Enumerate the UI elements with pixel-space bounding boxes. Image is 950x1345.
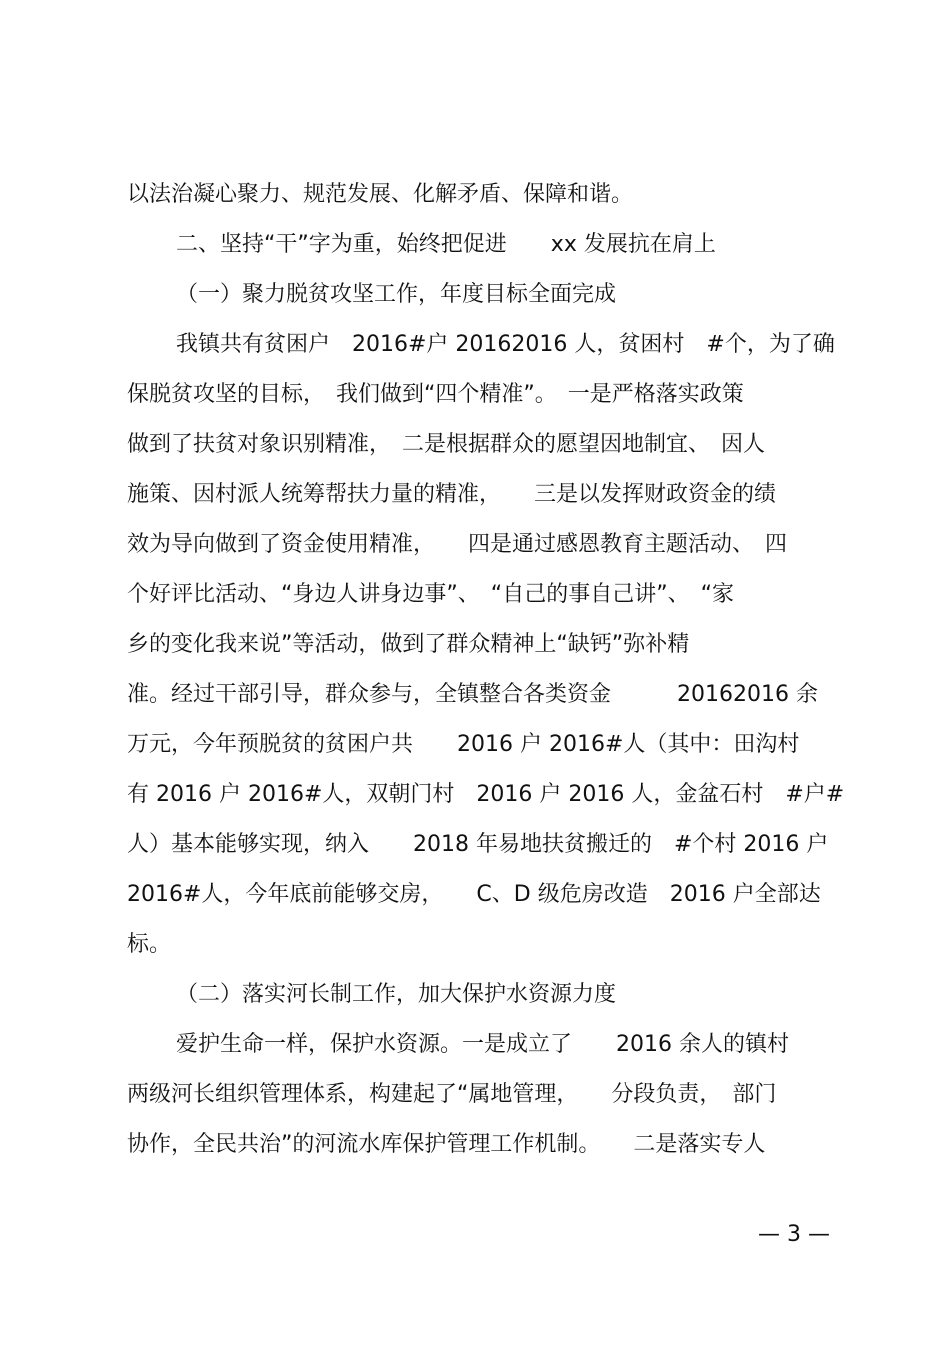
body-text-line: 2016#人，今年底前能够交房， C、D 级危房改造 2016 户全部达 [127, 882, 821, 907]
body-text-line: 两级河长组织管理体系，构建起了“属地管理， 分段负责， 部门 [127, 1082, 777, 1107]
body-text-line: 人）基本能够实现，纳入 2018 年易地扶贫搬迁的 #个村 2016 户 [127, 832, 829, 857]
body-text-line: 保脱贫攻坚的目标， 我们做到“四个精准”。 一是严格落实政策 [127, 382, 744, 407]
body-text-line: 施策、因村派人统筹帮扶力量的精准， 三是以发挥财政资金的绩 [127, 482, 777, 507]
body-text-line: 乡的变化我来说”等活动，做到了群众精神上“缺钙”弥补精 [127, 632, 690, 657]
body-text-line: 协作，全民共治”的河流水库保护管理工作机制。 二是落实专人 [127, 1132, 766, 1157]
body-text-line: 做到了扶贫对象识别精准， 二是根据群众的愿望因地制宜、 因人 [127, 432, 766, 457]
body-text-line: 标。 [127, 932, 172, 957]
body-text-line: 万元，今年预脱贫的贫困户共 2016 户 2016#人（其中：田沟村 [127, 732, 800, 757]
subsection-heading: （一）聚力脱贫攻坚工作，年度目标全面完成 [176, 282, 617, 307]
subsection-heading: （二）落实河长制工作，加大保护水资源力度 [176, 982, 617, 1007]
page-number: — 3 — [758, 1222, 830, 1247]
body-text-line: 有 2016 户 2016#人，双朝门村 2016 户 2016 人，金盆石村 #户# [127, 782, 845, 807]
body-text-line: 准。经过干部引导，群众参与，全镇整合各类资金 20162016 余 [127, 682, 818, 707]
body-text-line: 效为导向做到了资金使用精准， 四是通过感恩教育主题活动、 四 [127, 532, 788, 557]
section-heading: 二、坚持“干”字为重，始终把促进 xx 发展抗在肩上 [176, 232, 716, 257]
body-text-line: 以法治凝心聚力、规范发展、化解矛盾、保障和谐。 [127, 182, 634, 207]
body-text-line: 爱护生命一样，保护水资源。一是成立了 2016 余人的镇村 [176, 1032, 789, 1057]
body-text-line: 我镇共有贫困户 2016#户 20162016 人，贫困村 #个，为了确 [176, 332, 835, 357]
body-text-line: 个好评比活动、“身边人讲身边事”、 “自己的事自己讲”、 “家 [127, 582, 734, 607]
